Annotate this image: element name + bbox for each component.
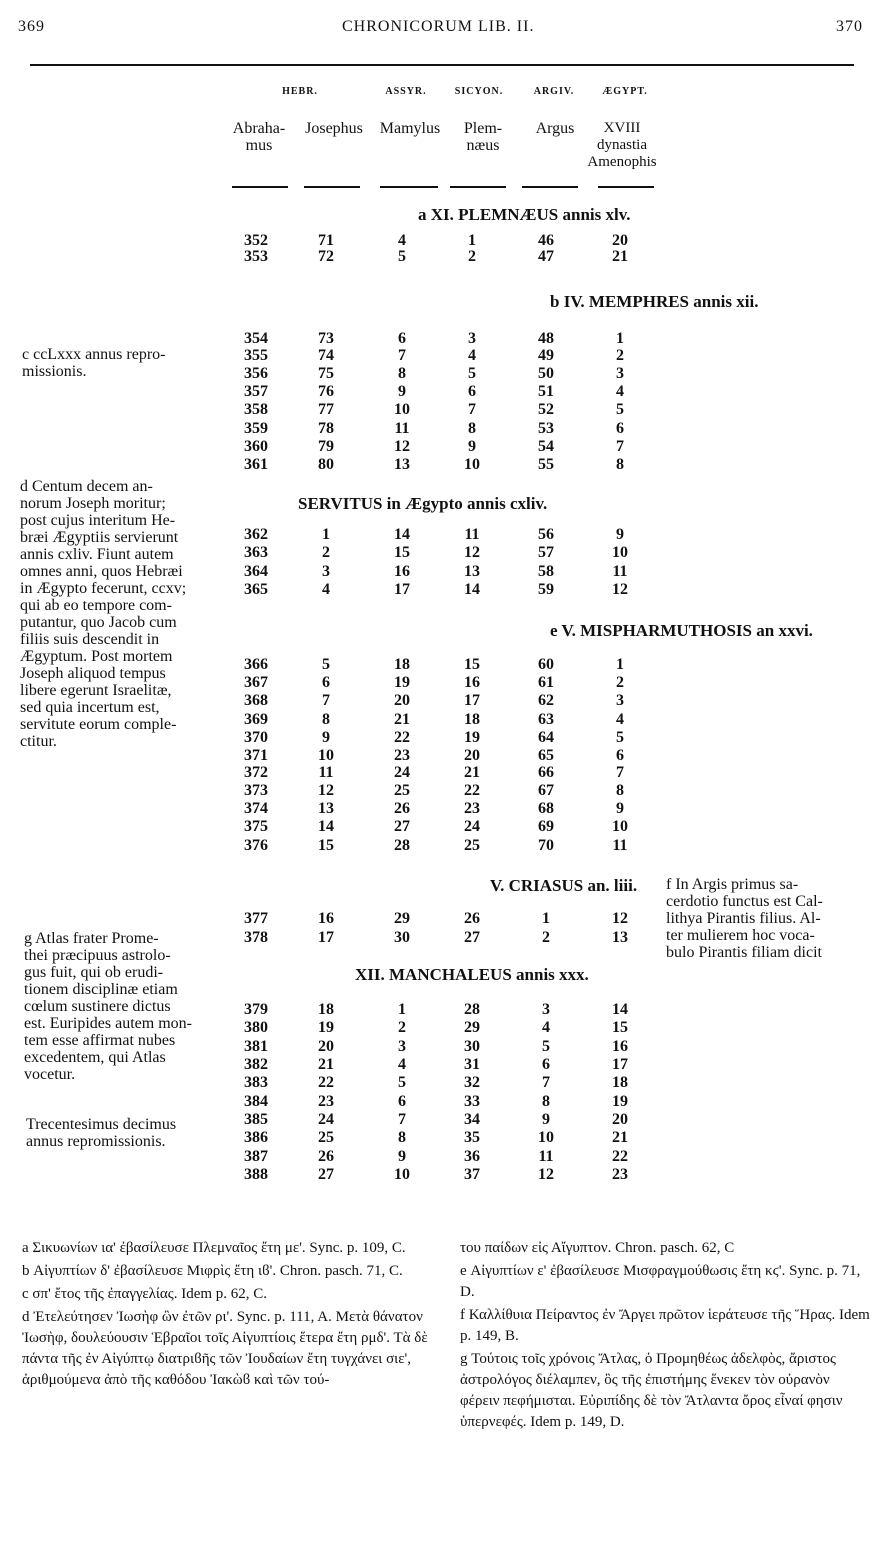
table-cell: 71 bbox=[318, 232, 334, 249]
table-cell: 388 bbox=[244, 1166, 268, 1183]
table-cell: 16 bbox=[318, 910, 334, 927]
table-cell: 76 bbox=[318, 383, 334, 400]
table-cell: 23 bbox=[318, 1093, 334, 1110]
table-cell: 37 bbox=[464, 1166, 480, 1183]
table-cell: 353 bbox=[244, 248, 268, 265]
table-cell: 80 bbox=[318, 456, 334, 473]
reign-heading: XII. MANCHALEUS annis xxx. bbox=[355, 965, 589, 984]
table-cell: 3 bbox=[616, 692, 624, 709]
table-cell: 1 bbox=[468, 232, 476, 249]
table-cell: 2 bbox=[398, 1019, 406, 1036]
reign-heading: e V. MISPHARMUTHOSIS an xxvi. bbox=[550, 621, 813, 640]
table-cell: 27 bbox=[318, 1166, 334, 1183]
col-name-josephus: Josephus bbox=[305, 120, 363, 137]
table-cell: 10 bbox=[394, 1166, 410, 1183]
table-cell: 22 bbox=[612, 1148, 628, 1165]
table-cell: 4 bbox=[322, 581, 330, 598]
table-cell: 22 bbox=[318, 1074, 334, 1091]
table-cell: 12 bbox=[394, 438, 410, 455]
table-cell: 74 bbox=[318, 347, 334, 364]
table-cell: 17 bbox=[612, 1056, 628, 1073]
table-cell: 368 bbox=[244, 692, 268, 709]
footnotes-right bbox=[460, 1238, 872, 1435]
header-rule bbox=[30, 64, 854, 66]
table-cell: 4 bbox=[542, 1019, 550, 1036]
table-cell: 366 bbox=[244, 656, 268, 673]
table-cell: 11 bbox=[464, 526, 480, 543]
table-cell: 2 bbox=[616, 347, 624, 364]
footnote-f: f Καλλίθυια Πείραντος ἐν Ἄργει πρῶτον ἱεράτευσε τῆς Ἥρας. Idem p. 149, B. bbox=[460, 1307, 870, 1344]
table-cell: 357 bbox=[244, 383, 268, 400]
table-cell: 4 bbox=[616, 383, 624, 400]
table-cell: 4 bbox=[398, 232, 406, 249]
table-cell: 12 bbox=[464, 544, 480, 561]
table-cell: 11 bbox=[394, 420, 410, 437]
table-cell: 25 bbox=[394, 782, 410, 799]
table-cell: 62 bbox=[538, 692, 554, 709]
table-cell: 370 bbox=[244, 729, 268, 746]
table-cell: 70 bbox=[538, 837, 554, 854]
table-cell: 35 bbox=[464, 1129, 480, 1146]
table-cell: 47 bbox=[538, 248, 554, 265]
table-cell: 29 bbox=[464, 1019, 480, 1036]
table-cell: 13 bbox=[612, 929, 628, 946]
table-cell: 13 bbox=[394, 456, 410, 473]
table-cell: 54 bbox=[538, 438, 554, 455]
table-cell: 14 bbox=[612, 1001, 628, 1018]
table-cell: 1 bbox=[616, 330, 624, 347]
table-cell: 22 bbox=[464, 782, 480, 799]
table-cell: 362 bbox=[244, 526, 268, 543]
table-cell: 26 bbox=[394, 800, 410, 817]
table-cell: 31 bbox=[464, 1056, 480, 1073]
table-cell: 352 bbox=[244, 232, 268, 249]
side-note-trecentesimus: Trecentesimus decimus annus repromissionis. bbox=[26, 1116, 177, 1150]
col-rule bbox=[522, 186, 578, 188]
table-cell: 11 bbox=[538, 1148, 554, 1165]
table-cell: 69 bbox=[538, 818, 554, 835]
table-cell: 60 bbox=[538, 656, 554, 673]
table-cell: 23 bbox=[612, 1166, 628, 1183]
table-cell: 9 bbox=[542, 1111, 550, 1128]
col-rule bbox=[232, 186, 288, 188]
table-cell: 6 bbox=[542, 1056, 550, 1073]
table-cell: 73 bbox=[318, 330, 334, 347]
table-cell: 361 bbox=[244, 456, 268, 473]
table-cell: 2 bbox=[322, 544, 330, 561]
table-cell: 13 bbox=[464, 563, 480, 580]
table-cell: 5 bbox=[616, 729, 624, 746]
table-cell: 14 bbox=[394, 526, 410, 543]
table-cell: 7 bbox=[542, 1074, 550, 1091]
table-cell: 384 bbox=[244, 1093, 268, 1110]
table-cell: 16 bbox=[394, 563, 410, 580]
table-cell: 355 bbox=[244, 347, 268, 364]
table-cell: 375 bbox=[244, 818, 268, 835]
table-cell: 15 bbox=[318, 837, 334, 854]
reign-heading: b IV. MEMPHRES annis xii. bbox=[550, 292, 759, 311]
table-cell: 64 bbox=[538, 729, 554, 746]
table-cell: 18 bbox=[464, 711, 480, 728]
table-cell: 3 bbox=[542, 1001, 550, 1018]
table-cell: 16 bbox=[612, 1038, 628, 1055]
table-cell: 5 bbox=[322, 656, 330, 673]
col-name-argus: Argus bbox=[535, 120, 575, 137]
table-cell: 6 bbox=[468, 383, 476, 400]
table-cell: 13 bbox=[318, 800, 334, 817]
table-cell: 6 bbox=[398, 1093, 406, 1110]
table-cell: 374 bbox=[244, 800, 268, 817]
table-cell: 3 bbox=[398, 1038, 406, 1055]
table-cell: 52 bbox=[538, 401, 554, 418]
table-cell: 365 bbox=[244, 581, 268, 598]
table-cell: 360 bbox=[244, 438, 268, 455]
table-cell: 17 bbox=[464, 692, 480, 709]
footnotes-left bbox=[22, 1238, 442, 1393]
table-cell: 382 bbox=[244, 1056, 268, 1073]
table-cell: 7 bbox=[468, 401, 476, 418]
table-cell: 371 bbox=[244, 747, 268, 764]
side-note-c: c ccLxxx annus repro- missionis. bbox=[22, 346, 166, 380]
table-cell: 2 bbox=[542, 929, 550, 946]
table-cell: 10 bbox=[464, 456, 480, 473]
table-cell: 4 bbox=[398, 1056, 406, 1073]
table-cell: 57 bbox=[538, 544, 554, 561]
col-rule bbox=[450, 186, 506, 188]
table-cell: 68 bbox=[538, 800, 554, 817]
table-cell: 377 bbox=[244, 910, 268, 927]
table-cell: 58 bbox=[538, 563, 554, 580]
table-cell: 9 bbox=[322, 729, 330, 746]
table-cell: 3 bbox=[616, 365, 624, 382]
table-cell: 21 bbox=[464, 764, 480, 781]
table-cell: 6 bbox=[616, 747, 624, 764]
table-cell: 12 bbox=[318, 782, 334, 799]
table-cell: 383 bbox=[244, 1074, 268, 1091]
table-cell: 363 bbox=[244, 544, 268, 561]
table-cell: 8 bbox=[322, 711, 330, 728]
side-note-g: g Atlas frater Prome- thei præcipuus astrolo- gus fuit, qui ob erudi- tionem disciplinæ etiam cœlum sustinere dictus est. Euripides autem mon- tem esse affirmat nubes excedentem, qui Atlas vocetur. bbox=[24, 930, 192, 1083]
side-note-d: d Centum decem an- norum Joseph moritur; post cujus interitum He- bræi Ægyptiis servierunt annis cxliv. Fiunt autem omnes anni, quos Hebræi in Ægypto fecerunt, ccxv; qui ab eo tempore com- putantur, quo Jacob cum filiis suis descendit in Ægyptum. Post mortem Joseph aliquod tempus libere egerunt Israelitæ, sed quia incertum est, servitute eorum comple- ctitur. bbox=[20, 478, 187, 750]
footnote-b: b Αἰγυπτίων δ' ἐβασίλευσε Μιφρὶς ἔτη ιϐ'. Chron. pasch. 71, C. bbox=[22, 1263, 403, 1279]
running-title: CHRONICORUM LIB. II. bbox=[342, 18, 535, 35]
table-cell: 28 bbox=[394, 837, 410, 854]
table-cell: 24 bbox=[394, 764, 410, 781]
table-cell: 373 bbox=[244, 782, 268, 799]
table-cell: 7 bbox=[398, 1111, 406, 1128]
footnote-e: e Αἰγυπτίων ε' ἐβασίλευσε Μισφραγμούθωσις ἔτη κϛ'. Sync. p. 71, D. bbox=[460, 1263, 861, 1300]
table-cell: 9 bbox=[468, 438, 476, 455]
table-cell: 19 bbox=[318, 1019, 334, 1036]
table-cell: 30 bbox=[394, 929, 410, 946]
table-cell: 7 bbox=[398, 347, 406, 364]
table-cell: 32 bbox=[464, 1074, 480, 1091]
table-cell: 28 bbox=[464, 1001, 480, 1018]
table-cell: 7 bbox=[616, 438, 624, 455]
footnote-a-cont: του παίδων εἰς Αἴγυπτον. Chron. pasch. 62, C bbox=[460, 1240, 735, 1256]
table-cell: 8 bbox=[542, 1093, 550, 1110]
col-head-argiv: ARGIV. bbox=[533, 86, 575, 97]
table-cell: 50 bbox=[538, 365, 554, 382]
col-head-aegypt: ÆGYPT. bbox=[602, 86, 648, 97]
table-cell: 9 bbox=[616, 526, 624, 543]
table-cell: 4 bbox=[468, 347, 476, 364]
table-cell: 358 bbox=[244, 401, 268, 418]
table-cell: 11 bbox=[612, 563, 628, 580]
table-cell: 61 bbox=[538, 674, 554, 691]
table-cell: 65 bbox=[538, 747, 554, 764]
table-cell: 21 bbox=[612, 1129, 628, 1146]
col-rule bbox=[304, 186, 360, 188]
table-cell: 15 bbox=[394, 544, 410, 561]
table-cell: 30 bbox=[464, 1038, 480, 1055]
table-cell: 5 bbox=[468, 365, 476, 382]
table-cell: 27 bbox=[394, 818, 410, 835]
table-cell: 34 bbox=[464, 1111, 480, 1128]
table-cell: 77 bbox=[318, 401, 334, 418]
reign-heading: a XI. PLEMNÆUS annis xlv. bbox=[418, 205, 631, 224]
table-cell: 12 bbox=[538, 1166, 554, 1183]
table-cell: 19 bbox=[464, 729, 480, 746]
table-cell: 6 bbox=[616, 420, 624, 437]
table-cell: 63 bbox=[538, 711, 554, 728]
table-cell: 56 bbox=[538, 526, 554, 543]
table-cell: 18 bbox=[394, 656, 410, 673]
table-cell: 26 bbox=[318, 1148, 334, 1165]
table-cell: 53 bbox=[538, 420, 554, 437]
table-cell: 10 bbox=[538, 1129, 554, 1146]
col-head-hebr: HEBR. bbox=[282, 86, 318, 97]
table-cell: 7 bbox=[322, 692, 330, 709]
table-cell: 24 bbox=[318, 1111, 334, 1128]
table-cell: 3 bbox=[468, 330, 476, 347]
page-number-right: 370 bbox=[836, 18, 863, 35]
table-cell: 36 bbox=[464, 1148, 480, 1165]
table-cell: 27 bbox=[464, 929, 480, 946]
table-cell: 367 bbox=[244, 674, 268, 691]
table-cell: 378 bbox=[244, 929, 268, 946]
footnote-g: g Τούτοις τοῖς χρόνοις Ἄτλας, ὁ Προμηθέως ἀδελφὸς, ἄριστος ἀστρολόγος διέλαμπεν, ὃς τῆς ἐπιστήμης ἕνεκεν τὸν οὐρανὸν φέρειν πεφήμισται. Εὐριπίδης δὲ τὸν Ἄτλαντα ὄρος εἶναί φησιν ὑπερνεφές. Idem p. 149, D. bbox=[460, 1351, 843, 1430]
col-rule bbox=[598, 186, 654, 188]
table-cell: 386 bbox=[244, 1129, 268, 1146]
table-cell: 364 bbox=[244, 563, 268, 580]
table-cell: 17 bbox=[318, 929, 334, 946]
table-cell: 75 bbox=[318, 365, 334, 382]
col-head-sicyon: SICYON. bbox=[454, 86, 504, 97]
table-cell: 8 bbox=[398, 365, 406, 382]
table-cell: 9 bbox=[398, 383, 406, 400]
table-cell: 9 bbox=[616, 800, 624, 817]
table-cell: 12 bbox=[612, 910, 628, 927]
table-cell: 19 bbox=[394, 674, 410, 691]
table-cell: 48 bbox=[538, 330, 554, 347]
col-name-abrahamus: Abraha- mus bbox=[232, 120, 286, 154]
table-cell: 376 bbox=[244, 837, 268, 854]
table-cell: 5 bbox=[616, 401, 624, 418]
table-cell: 356 bbox=[244, 365, 268, 382]
table-cell: 51 bbox=[538, 383, 554, 400]
table-cell: 20 bbox=[464, 747, 480, 764]
table-cell: 369 bbox=[244, 711, 268, 728]
table-cell: 26 bbox=[464, 910, 480, 927]
col-name-aegypt-dynastia: XVIII dynastia Amenophis bbox=[587, 120, 657, 170]
table-cell: 46 bbox=[538, 232, 554, 249]
table-cell: 23 bbox=[464, 800, 480, 817]
table-cell: 8 bbox=[616, 782, 624, 799]
table-cell: 8 bbox=[616, 456, 624, 473]
col-rule bbox=[380, 186, 438, 188]
footnote-c: c σπ' ἔτος τῆς ἐπαγγελίας. Idem p. 62, C. bbox=[22, 1286, 268, 1302]
table-cell: 10 bbox=[612, 544, 628, 561]
table-cell: 11 bbox=[318, 764, 334, 781]
table-cell: 9 bbox=[398, 1148, 406, 1165]
table-cell: 5 bbox=[398, 248, 406, 265]
table-cell: 18 bbox=[318, 1001, 334, 1018]
table-cell: 10 bbox=[612, 818, 628, 835]
table-cell: 381 bbox=[244, 1038, 268, 1055]
table-cell: 20 bbox=[612, 232, 628, 249]
table-cell: 1 bbox=[616, 656, 624, 673]
table-cell: 66 bbox=[538, 764, 554, 781]
table-cell: 25 bbox=[318, 1129, 334, 1146]
table-cell: 20 bbox=[612, 1111, 628, 1128]
table-cell: 2 bbox=[616, 674, 624, 691]
side-note-f: f In Argis primus sa- cerdotio functus est Cal- lithya Pirantis filius. Al- ter mulierem hoc voca- bulo Pirantis filiam dicit bbox=[666, 876, 823, 961]
table-cell: 79 bbox=[318, 438, 334, 455]
reign-heading: V. CRIASUS an. liii. bbox=[490, 876, 638, 895]
table-cell: 21 bbox=[394, 711, 410, 728]
table-cell: 72 bbox=[318, 248, 334, 265]
footnote-a: a Σικυωνίων ια' ἐβασίλευσε Πλεμναῖος ἔτη με'. Sync. p. 109, C. bbox=[22, 1240, 406, 1256]
reign-heading: SERVITUS in Ægypto annis cxliv. bbox=[298, 494, 548, 513]
table-cell: 7 bbox=[616, 764, 624, 781]
table-cell: 15 bbox=[464, 656, 480, 673]
table-cell: 21 bbox=[612, 248, 628, 265]
table-cell: 55 bbox=[538, 456, 554, 473]
table-cell: 1 bbox=[322, 526, 330, 543]
table-cell: 8 bbox=[468, 420, 476, 437]
col-head-assyr: ASSYR. bbox=[385, 86, 427, 97]
table-cell: 379 bbox=[244, 1001, 268, 1018]
table-cell: 10 bbox=[394, 401, 410, 418]
table-cell: 49 bbox=[538, 347, 554, 364]
table-cell: 380 bbox=[244, 1019, 268, 1036]
table-cell: 25 bbox=[464, 837, 480, 854]
table-cell: 24 bbox=[464, 818, 480, 835]
table-cell: 21 bbox=[318, 1056, 334, 1073]
col-name-plemnaeus: Plem- næus bbox=[463, 120, 503, 154]
table-cell: 5 bbox=[542, 1038, 550, 1055]
table-cell: 2 bbox=[468, 248, 476, 265]
table-cell: 14 bbox=[464, 581, 480, 598]
table-cell: 20 bbox=[318, 1038, 334, 1055]
col-name-mamylus: Mamylus bbox=[379, 120, 441, 137]
table-cell: 67 bbox=[538, 782, 554, 799]
table-cell: 4 bbox=[616, 711, 624, 728]
table-cell: 3 bbox=[322, 563, 330, 580]
table-cell: 78 bbox=[318, 420, 334, 437]
footnote-d: d Ἐτελεύτησεν Ἰωσὴφ ὢν ἐτῶν ρι'. Sync. p. 111, A. Μετὰ θάνατον Ἰωσὴφ, δουλεύουσιν Ἑβραῖοι τοῖς Αἰγυπτίοις ἕτερα ἔτη ρμδ'. Τὰ δὲ πάντα τῆς ἐν Αἰγύπτῳ διατριϐῆς τῶν Ἰουδαίων ἔτη τυγχάνει σιε', ἀριθμούμενα ἀπὸ τῆς καθόδου Ἰακὼϐ καὶ τῶν τού- bbox=[22, 1309, 428, 1388]
table-cell: 16 bbox=[464, 674, 480, 691]
table-cell: 19 bbox=[612, 1093, 628, 1110]
table-cell: 6 bbox=[322, 674, 330, 691]
table-cell: 8 bbox=[398, 1129, 406, 1146]
table-cell: 10 bbox=[318, 747, 334, 764]
table-cell: 20 bbox=[394, 692, 410, 709]
table-cell: 14 bbox=[318, 818, 334, 835]
table-cell: 387 bbox=[244, 1148, 268, 1165]
table-cell: 18 bbox=[612, 1074, 628, 1091]
table-cell: 359 bbox=[244, 420, 268, 437]
table-cell: 372 bbox=[244, 764, 268, 781]
table-cell: 5 bbox=[398, 1074, 406, 1091]
table-cell: 17 bbox=[394, 581, 410, 598]
table-cell: 33 bbox=[464, 1093, 480, 1110]
table-cell: 22 bbox=[394, 729, 410, 746]
page-number-left: 369 bbox=[18, 18, 45, 35]
table-cell: 12 bbox=[612, 581, 628, 598]
table-cell: 11 bbox=[612, 837, 628, 854]
table-cell: 15 bbox=[612, 1019, 628, 1036]
table-cell: 385 bbox=[244, 1111, 268, 1128]
table-cell: 1 bbox=[398, 1001, 406, 1018]
table-cell: 1 bbox=[542, 910, 550, 927]
table-cell: 354 bbox=[244, 330, 268, 347]
table-cell: 29 bbox=[394, 910, 410, 927]
table-cell: 6 bbox=[398, 330, 406, 347]
table-cell: 59 bbox=[538, 581, 554, 598]
table-cell: 23 bbox=[394, 747, 410, 764]
